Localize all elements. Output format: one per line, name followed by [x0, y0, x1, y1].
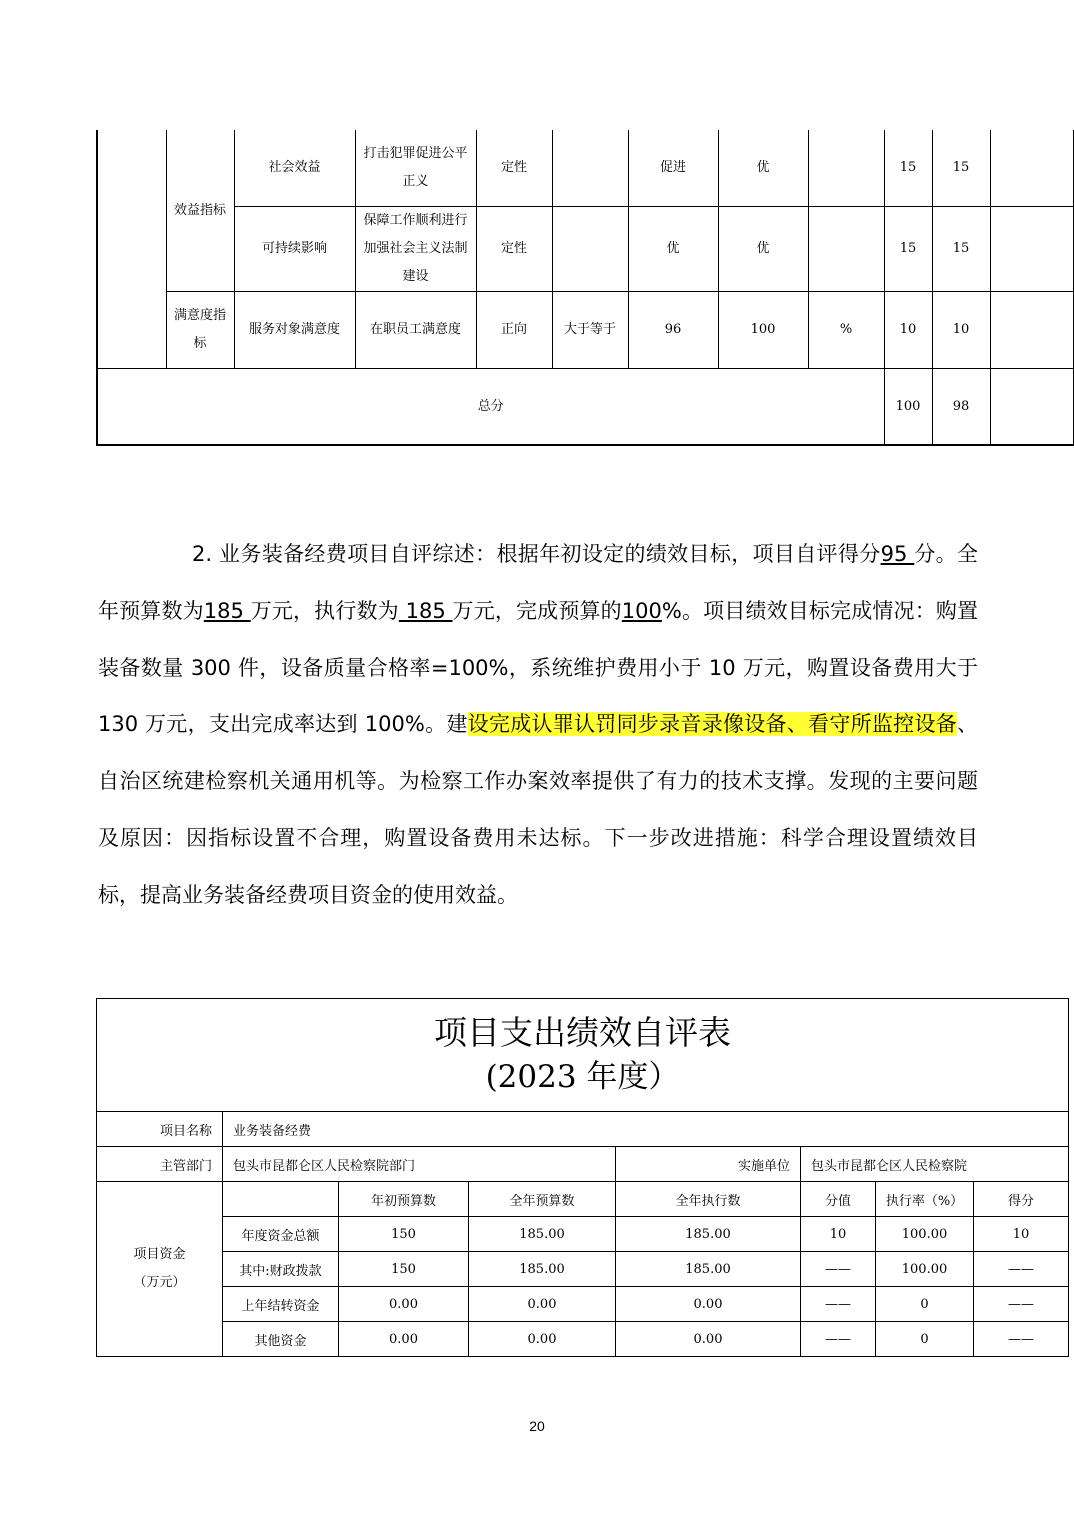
- unit-cell: %: [808, 292, 884, 369]
- total-note: [990, 369, 1074, 446]
- subcategory-cell: 服务对象满意度: [234, 292, 355, 369]
- nature-cell: 定性: [476, 207, 552, 292]
- table-title: 项目支出绩效自评表: [434, 1013, 731, 1052]
- target-cell: 优: [628, 207, 718, 292]
- cell: 0.00: [616, 1322, 801, 1357]
- operator-cell: [552, 207, 628, 292]
- cell: 0.00: [339, 1322, 469, 1357]
- impl-label: 实施单位: [616, 1147, 801, 1182]
- cell: 185.00: [469, 1252, 616, 1287]
- weight-cell: 15: [884, 207, 932, 292]
- cell: 0.00: [339, 1287, 469, 1322]
- project-name-label: 项目名称: [97, 1112, 223, 1147]
- table-row: [97, 1322, 1069, 1357]
- cell: 185.00: [469, 1217, 616, 1252]
- weight-cell: 10: [884, 292, 932, 369]
- actual-cell: 优: [718, 130, 808, 207]
- target-cell: 促进: [628, 130, 718, 207]
- subcategory-cell: 社会效益: [234, 130, 355, 207]
- cell: ——: [974, 1322, 1069, 1357]
- header-cell: 全年预算数: [469, 1182, 616, 1217]
- header-cell: [223, 1182, 339, 1217]
- table-row: [97, 130, 1074, 207]
- cell: ——: [801, 1252, 876, 1287]
- funds-label: 项目资金（万元）: [97, 1182, 223, 1357]
- para-text: %。项目绩效目标完成情况：购置装备数量 300 件，设备质量合格率=100%，系统维护费用小于 10 万元，购置设备费用大于 130 万元，支出完成率达到 100%。建: [98, 598, 979, 737]
- unit-cell: [808, 130, 884, 207]
- header-cell: 分值: [801, 1182, 876, 1217]
- department-row: [97, 1147, 1069, 1182]
- actual-cell: 优: [718, 207, 808, 292]
- unit-cell: [808, 207, 884, 292]
- cell: 10: [801, 1217, 876, 1252]
- target-cell: 96: [628, 292, 718, 369]
- page-number: 20: [529, 1418, 545, 1434]
- title-row: [97, 999, 1069, 1112]
- para-text: 、自治区统建检察机关通用机等。为检察工作办案效率提供了有力的技术支撑。发现的主要问题及原因：因指标设置不合理，购置设备费用未达标。下一步改进措施：科学合理设置绩效目标，提高业务装备经费项目资金的使用效益。: [98, 712, 979, 907]
- para-text: 万元，执行数为: [250, 598, 399, 623]
- table-subtitle: (2023 年度）: [485, 1059, 680, 1095]
- note-cell: [990, 130, 1074, 207]
- nature-cell: 定性: [476, 130, 552, 207]
- cell: 150: [339, 1217, 469, 1252]
- total-weight: 100: [884, 369, 932, 446]
- cell: 0: [876, 1322, 974, 1357]
- budget-amount: 185: [203, 598, 251, 623]
- indicator-cell: 在职员工满意度: [355, 292, 476, 369]
- note-cell: [990, 207, 1074, 292]
- operator-cell: 大于等于: [552, 292, 628, 369]
- cell: 185.00: [616, 1252, 801, 1287]
- header-cell: 年初预算数: [339, 1182, 469, 1217]
- indicator-table-continued: [96, 130, 1074, 446]
- score-cell: 15: [932, 130, 990, 207]
- highlighted-text: 设完成认罪认罚同步录音录像设备、看守所监控设备: [467, 712, 958, 737]
- table-row: [97, 207, 1074, 292]
- note-cell: [990, 292, 1074, 369]
- operator-cell: [552, 130, 628, 207]
- cell: 185.00: [616, 1217, 801, 1252]
- project-name-value: 业务装备经费: [223, 1112, 1069, 1147]
- funds-header-row: [97, 1182, 1069, 1217]
- blank-cell: [97, 130, 166, 369]
- table-row: [97, 1252, 1069, 1287]
- score-cell: 15: [932, 207, 990, 292]
- cell: 0: [876, 1287, 974, 1322]
- total-score: 98: [932, 369, 990, 446]
- cell: 0.00: [469, 1287, 616, 1322]
- total-label: 总分: [97, 369, 884, 446]
- nature-cell: 正向: [476, 292, 552, 369]
- cell: 10: [974, 1217, 1069, 1252]
- subcategory-cell: 可持续影响: [234, 207, 355, 292]
- impl-value: 包头市昆都仑区人民检察院: [801, 1147, 1069, 1182]
- row-label: 上年结转资金: [223, 1287, 339, 1322]
- cell: 100.00: [876, 1217, 974, 1252]
- cell: 0.00: [616, 1287, 801, 1322]
- category-cell: 满意度指标: [166, 292, 234, 369]
- performance-eval-table: [96, 998, 1069, 1357]
- cell: ——: [974, 1252, 1069, 1287]
- executed-amount: 185: [398, 598, 453, 623]
- indicator-cell: 打击犯罪促进公平正义: [355, 130, 476, 207]
- summary-paragraph: [98, 526, 978, 924]
- cell: 100.00: [876, 1252, 974, 1287]
- completion-rate: 100: [621, 598, 662, 623]
- project-name-row: [97, 1112, 1069, 1147]
- score-cell: 10: [932, 292, 990, 369]
- table-row: [97, 292, 1074, 369]
- table-row: [97, 1217, 1069, 1252]
- para-text: 2. 业务装备经费项目自评综述：根据年初设定的绩效目标，项目自评得分: [192, 542, 881, 566]
- cell: 150: [339, 1252, 469, 1287]
- para-text: 分。全年预算数为: [98, 542, 979, 623]
- cell: 0.00: [469, 1322, 616, 1357]
- row-label: 其中:财政拨款: [223, 1252, 339, 1287]
- dept-value: 包头市昆都仑区人民检察院部门: [223, 1147, 616, 1182]
- category-cell: 效益指标: [166, 130, 234, 292]
- cell: ——: [801, 1287, 876, 1322]
- total-row: [97, 369, 1074, 446]
- header-cell: 执行率（%）: [876, 1182, 974, 1217]
- table-row: [97, 1287, 1069, 1322]
- weight-cell: 15: [884, 130, 932, 207]
- indicator-cell: 保障工作顺利进行加强社会主义法制建设: [355, 207, 476, 292]
- self-score: 95: [880, 542, 915, 566]
- cell: ——: [974, 1287, 1069, 1322]
- row-label: 年度资金总额: [223, 1217, 339, 1252]
- header-cell: 全年执行数: [616, 1182, 801, 1217]
- header-cell: 得分: [974, 1182, 1069, 1217]
- dept-label: 主管部门: [97, 1147, 223, 1182]
- table-title-cell: [97, 999, 1069, 1112]
- para-text: 万元，完成预算的: [452, 598, 622, 623]
- row-label: 其他资金: [223, 1322, 339, 1357]
- cell: ——: [801, 1322, 876, 1357]
- actual-cell: 100: [718, 292, 808, 369]
